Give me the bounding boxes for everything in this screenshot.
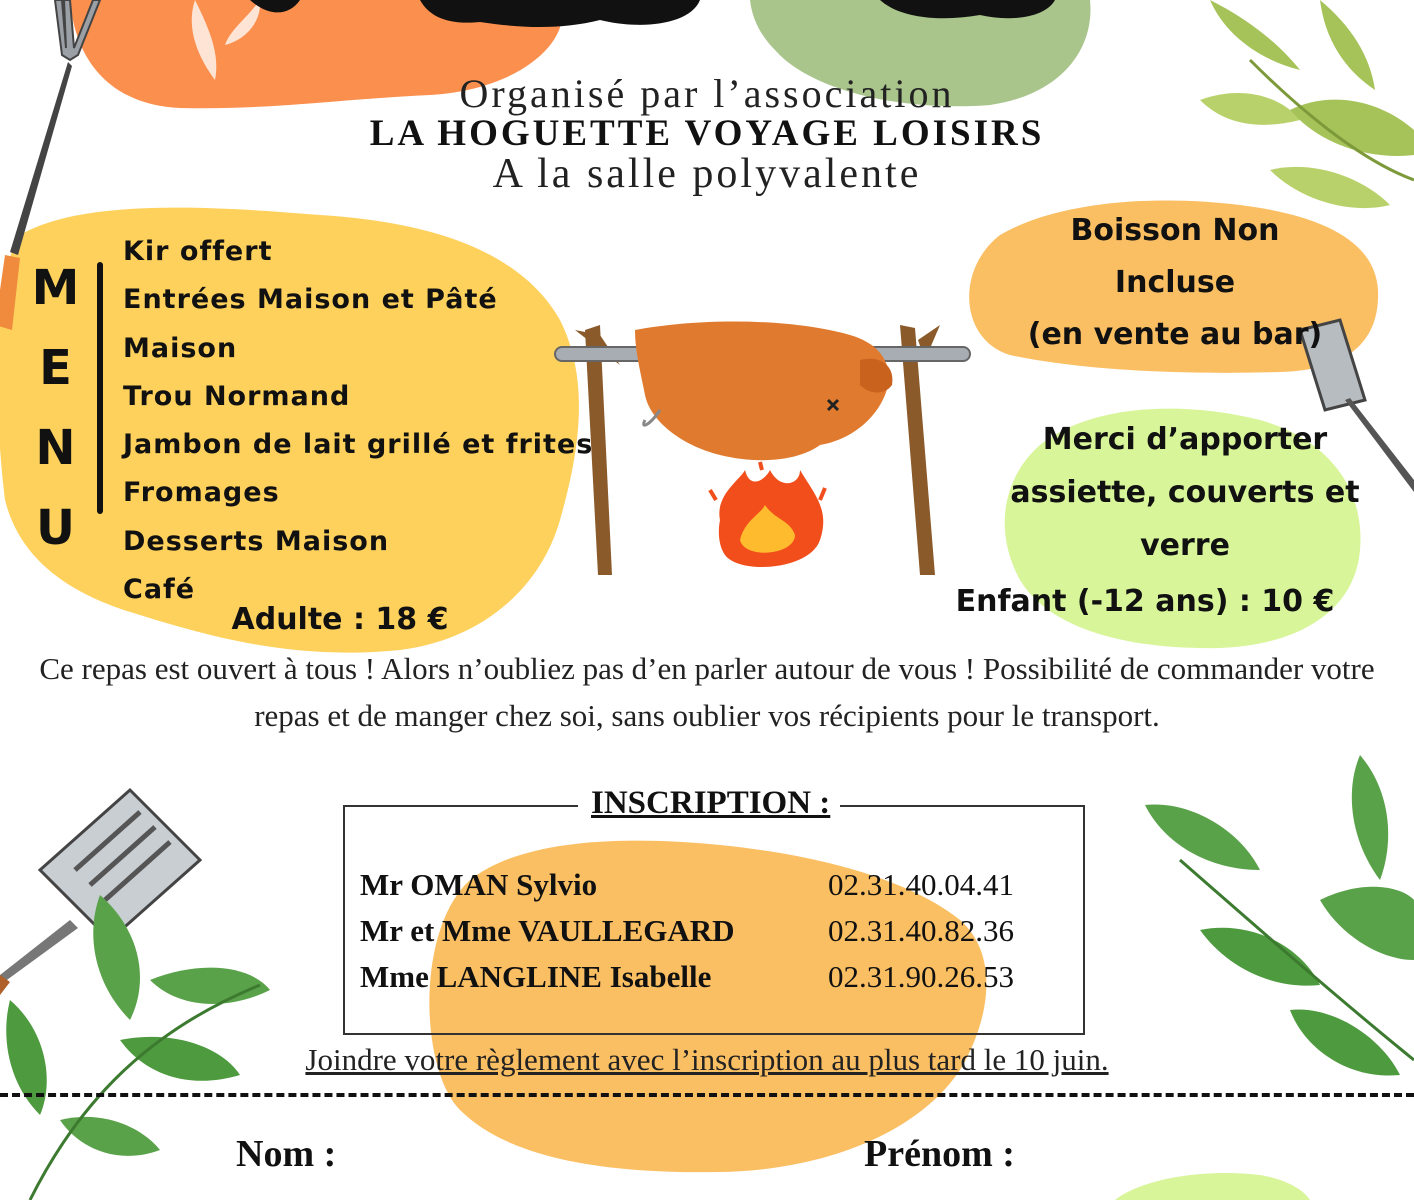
menu-vertical-title: [28, 248, 83, 568]
bring-tableware-line: assiette, couverts et: [1010, 475, 1360, 510]
contact-phone: 02.31.90.26.53: [828, 959, 1014, 994]
lime-blob: [1115, 1173, 1310, 1200]
inscription-title: INSCRIPTION :: [591, 785, 831, 821]
contact-name: Mr et Mme VAULLEGARD: [360, 913, 735, 948]
menu-letter: E: [39, 340, 72, 396]
drink-notice-line: (en vente au bar): [1027, 317, 1323, 352]
menu-letter: M: [31, 260, 80, 316]
contact-name: Mr OMAN Sylvio: [360, 867, 598, 902]
menu-item: Kir offert: [123, 236, 273, 267]
drink-notice-line: Incluse: [1114, 265, 1236, 300]
cut-line: [0, 1093, 1414, 1097]
drink-notice-line: Boisson Non: [1070, 213, 1280, 248]
contact-phone: 02.31.40.82.36: [828, 913, 1014, 948]
bring-tableware-line: verre: [1140, 528, 1230, 563]
menu-item: Jambon de lait grillé et frites: [123, 429, 594, 461]
payment-deadline: Joindre votre règlement avec l’inscription au plus tard le 10 juin.: [305, 1042, 1109, 1077]
prenom-field-label: Prénom :: [864, 1133, 1015, 1175]
bring-tableware-notice: [985, 413, 1385, 572]
menu-item: Café: [123, 574, 196, 606]
menu-letter: N: [35, 420, 76, 476]
roast-pig-icon: [555, 322, 970, 575]
drink-notice: [990, 205, 1360, 361]
adult-price: Adulte : 18 €: [231, 602, 449, 637]
menu-item: Trou Normand: [123, 380, 351, 412]
child-price: Enfant (-12 ans) : 10 €: [955, 584, 1335, 619]
contact-phone: 02.31.40.04.41: [828, 867, 1014, 902]
nom-field-label: Nom :: [236, 1133, 337, 1175]
leaves-icon: [1145, 755, 1414, 1076]
menu-letter: U: [36, 500, 75, 556]
menu-divider: [97, 262, 103, 514]
venue-line: A la salle polyvalente: [492, 151, 922, 197]
contact-name: Mme LANGLINE Isabelle: [360, 959, 712, 994]
association-name: LA HOGUETTE VOYAGE LOISIRS: [369, 113, 1045, 154]
menu-item: Fromages: [123, 477, 280, 509]
menu-item: Entrées Maison et Pâté: [123, 284, 498, 316]
menu-item: Desserts Maison: [123, 525, 390, 557]
event-description: Ce repas est ouvert à tous ! Alors n’oubliez pas d’en parler autour de vous ! Possibilité de commander votre repas et de manger chez soi, sans oublier vos récipients pour le transport.: [39, 651, 1375, 733]
organizer-line: Organisé par l’association: [459, 71, 955, 116]
menu-list: [123, 228, 593, 614]
menu-item: Maison: [123, 332, 238, 364]
bring-tableware-line: Merci d’apporter: [1042, 422, 1328, 457]
